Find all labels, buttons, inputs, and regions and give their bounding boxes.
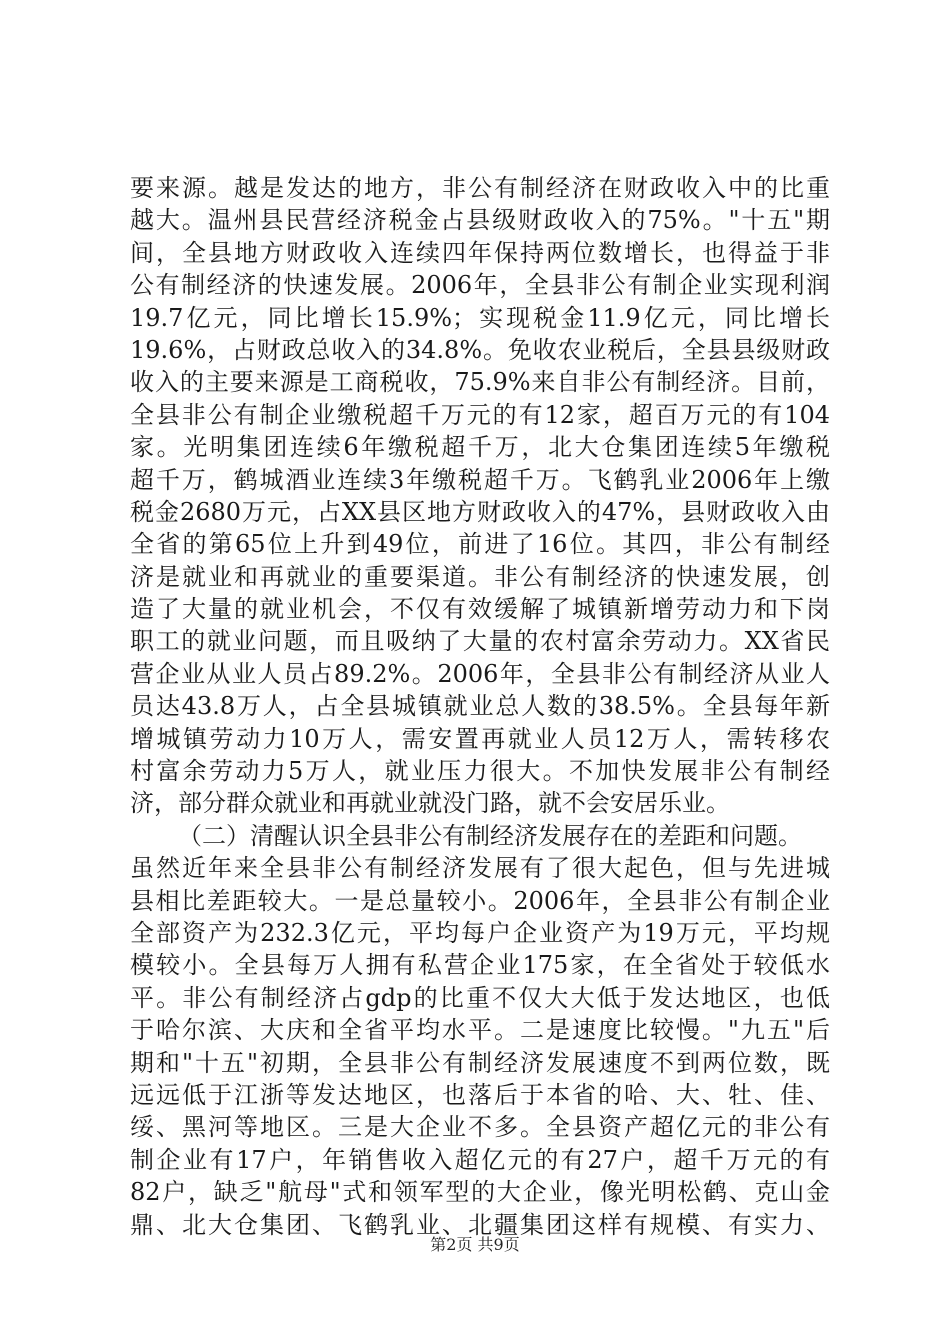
text-line: 要来源。越是发达的地方，非公有制经济在财政收入中的比重 xyxy=(130,174,830,202)
text-line: 绥、黑河等地区。三是大企业不多。全县资产超亿元的非公有 xyxy=(130,1113,830,1142)
section-heading-line: （二）清醒认识全县非公有制经济发展存在的差距和问题。 xyxy=(178,821,802,850)
text-line: 公有制经济的快速发展。2006年，全县非公有制企业实现利润 xyxy=(130,271,830,300)
page-number-footer: 第2页 共9页 xyxy=(430,1235,520,1254)
text-line: 家。光明集团连续6年缴税超千万，北大仓集团连续5年缴税 xyxy=(130,433,830,462)
text-line: 村富余劳动力5万人，就业压力很大。不加快发展非公有制经 xyxy=(130,757,830,786)
text-line: 鼎、北大仓集团、飞鹤乳业、北疆集团这样有规模、有实力、 xyxy=(130,1210,830,1239)
text-line: 于哈尔滨、大庆和全省平均水平。二是速度比较慢。"九五"后 xyxy=(130,1016,830,1045)
text-line: 超千万，鹤城酒业连续3年缴税超千万。飞鹤乳业2006年上缴 xyxy=(130,465,830,494)
text-line: 19.6%，占财政总收入的34.8%。免收农业税后，全县县级财政 xyxy=(130,335,830,364)
text-line: 全部资产为232.3亿元，平均每户企业资产为19万元，平均规 xyxy=(130,918,830,947)
text-line: 营企业从业人员占89.2%。2006年，全县非公有制经济从业人 xyxy=(130,659,830,688)
text-line: 收入的主要来源是工商税收，75.9%来自非公有制经济。目前， xyxy=(130,368,830,397)
text-line: 19.7亿元，同比增长15.9%；实现税金11.9亿元，同比增长 xyxy=(130,303,830,332)
text-line: 税金2680万元，占XX县区地方财政收入的47%，县财政收入由 xyxy=(130,497,830,526)
text-line: 职工的就业问题，而且吸纳了大量的农村富余劳动力。XX省民 xyxy=(130,627,830,656)
text-line: 员达43.8万人，占全县城镇就业总人数的38.5%。全县每年新 xyxy=(130,692,830,721)
text-line: 越大。温州县民营经济税金占县级财政收入的75%。"十五"期 xyxy=(130,206,830,235)
text-line: 增城镇劳动力10万人，需安置再就业人员12万人，需转移农 xyxy=(130,724,830,753)
text-line: 期和"十五"初期，全县非公有制经济发展速度不到两位数，既 xyxy=(130,1048,830,1077)
text-line: 济是就业和再就业的重要渠道。非公有制经济的快速发展，创 xyxy=(130,562,830,591)
text-line: 虽然近年来全县非公有制经济发展有了很大起色，但与先进城 xyxy=(130,854,830,883)
text-line: 间，全县地方财政收入连续四年保持两位数增长，也得益于非 xyxy=(130,238,830,267)
text-line: 县相比差距较大。一是总量较小。2006年，全县非公有制企业 xyxy=(130,886,830,915)
text-line: 全县非公有制企业缴税超千万元的有12家，超百万元的有104 xyxy=(130,400,830,429)
text-line: 制企业有17户，年销售收入超亿元的有27户，超千万元的有 xyxy=(130,1145,830,1174)
text-line: 远远低于江浙等发达地区，也落后于本省的哈、大、牡、佳、 xyxy=(130,1080,830,1109)
body-text xyxy=(130,172,830,1241)
text-line: 全省的第65位上升到49位，前进了16位。其四，非公有制经 xyxy=(130,530,830,559)
text-line: 造了大量的就业机会，不仅有效缓解了城镇新增劳动力和下岗 xyxy=(130,595,830,624)
text-line-paragraph-end: 济，部分群众就业和再就业就没门路，就不会安居乐业。 xyxy=(130,789,730,818)
text-line: 平。非公有制经济占gdp的比重不仅大大低于发达地区，也低 xyxy=(130,983,830,1012)
text-line: 模较小。全县每万人拥有私营企业175家，在全省处于较低水 xyxy=(130,951,830,980)
text-line: 82户，缺乏"航母"式和领军型的大企业，像光明松鹤、克山金 xyxy=(130,1178,830,1207)
